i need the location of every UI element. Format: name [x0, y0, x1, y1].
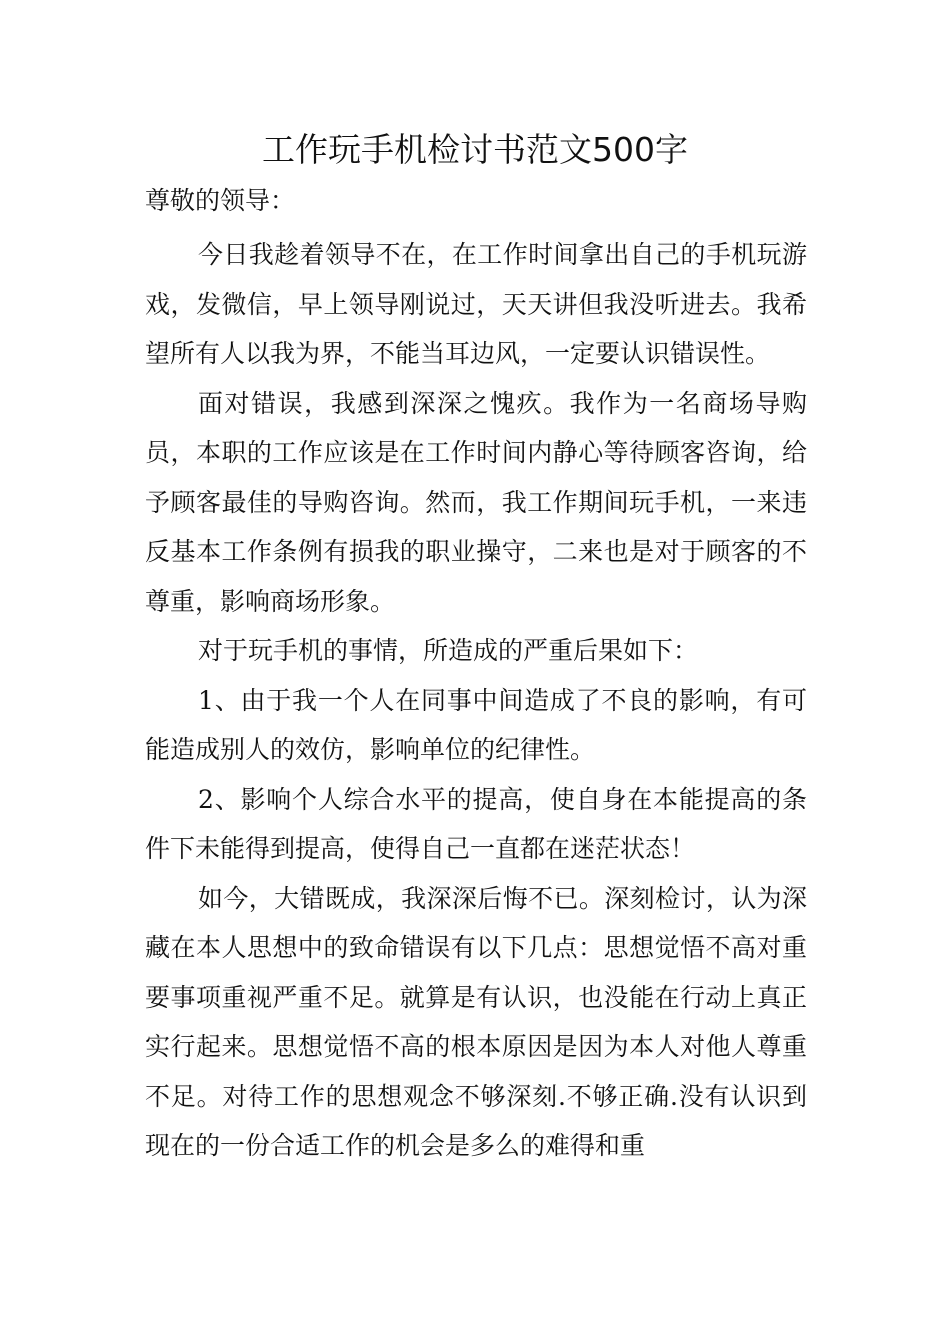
paragraph-5: 2、影响个人综合水平的提高，使自身在本能提高的条件下未能得到提高，使得自己一直都在迷茫状态！ — [145, 784, 807, 863]
document-title: 工作玩手机检讨书范文500字 — [262, 130, 688, 169]
document-body — [145, 230, 807, 1171]
paragraph-6: 如今，大错既成，我深深后悔不已。深刻检讨，认为深藏在本人思想中的致命错误有以下几点：思想觉悟不高对重要事项重视严重不足。就算是有认识，也没能在行动上真正实行起来。思想觉悟不高的根本原因是因为本人对他人尊重不足。对待工作的思想观念不够深刻.不够正确.没有认识到现在的一份合适工作的机会是多么的难得和重 — [145, 883, 807, 1160]
paragraph-3: 对于玩手机的事情，所造成的严重后果如下： — [198, 636, 699, 665]
paragraph-4: 1、由于我一个人在同事中间造成了不良的影响，有可能造成别人的效仿，影响单位的纪律性。 — [145, 685, 807, 764]
paragraph-2: 面对错误，我感到深深之愧疚。我作为一名商场导购员，本职的工作应该是在工作时间内静心等待顾客咨询，给予顾客最佳的导购咨询。然而，我工作期间玩手机，一来违反基本工作条例有损我的职业操守，二来也是对于顾客的不尊重，影响商场形象。 — [145, 388, 807, 616]
paragraph-1: 今日我趁着领导不在，在工作时间拿出自己的手机玩游戏，发微信，早上领导刚说过，天天讲但我没听进去。我希望所有人以我为界，不能当耳边风，一定要认识错误性。 — [145, 240, 807, 368]
salutation: 尊敬的领导： — [145, 186, 296, 215]
